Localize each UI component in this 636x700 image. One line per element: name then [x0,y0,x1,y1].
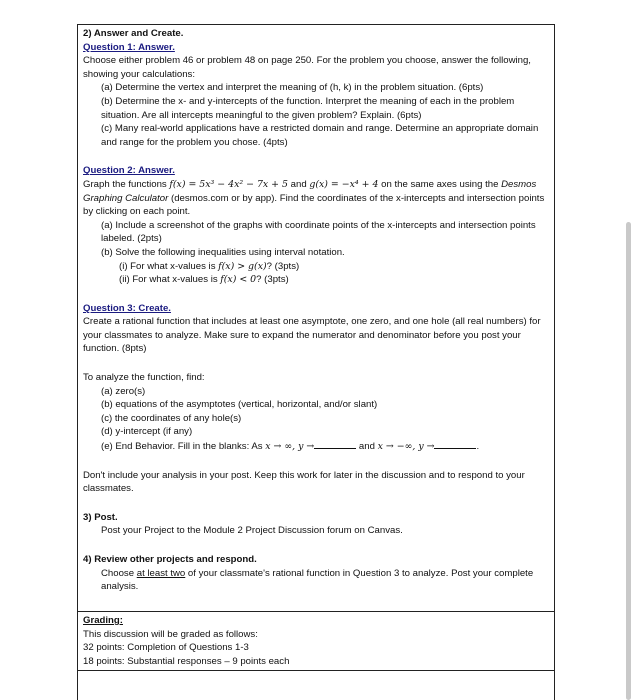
question-1-part-a: (a) Determine the vertex and interpret the meaning of (h, k) in the problem situation. (6pts) [101,82,484,94]
question-3-note: Don't include your analysis in your post. Keep this work for later in the discussion and to respond to your classmates. [83,469,525,495]
section-3-text: Post your Project to the Module 2 Project Discussion forum on Canvas. [101,525,403,537]
section-4-heading: 4) Review other projects and respond. [83,554,257,565]
question-1-title: Question 1: Answer. [83,41,175,53]
question-3-part-c: (c) the coordinates of any hole(s) [101,412,242,424]
section-3-heading: 3) Post. [83,511,118,523]
blank-line-2 [434,439,476,449]
question-3-part-e: (e) End Behavior. Fill in the blanks: As x → ∞, y → and x → −∞, y → . [101,441,480,453]
grading-box [77,611,555,671]
question-2-title: Question 2: Answer. [83,165,175,177]
question-1-part-b: (b) Determine the x- and y-intercepts of the function. Interpret the meaning of each in the problem situation. Are all intercepts meaningful to the given problem? Explain. (6pts) [101,95,515,121]
desmos-tool-name: Desmos Graphing Calculator [83,178,537,204]
question-1-part-c: (c) Many real-world applications have a restricted domain and range. Determine an appropriate domain and range for the problem you chose. (4pts) [101,123,539,148]
question-3-intro: Create a rational function that includes at least one asymptote, one zero, and one hole (all real numbers) for your classmates to analyze. Make sure to expand the numerator and denominator before you post your function. (8pts) [83,316,541,355]
question-2-intro: Graph the functions f(x) = 5x³ − 4x² − 7x + 5 and g(x) = −x⁴ + 4 on the same axes using the Desmos Graphing Calculator (desmos.com or by app). Find the coordinates of the x-intercepts and intersection points by clicking on each point. [83,178,545,218]
question-2-part-b: (b) Solve the following inequalities using interval notation. [101,246,345,258]
question-3-part-d: (d) y-intercept (if any) [101,426,193,438]
section-4-text: Choose at least two of your classmate's rational function in Question 3 to analyze. Post your complete analysis. [101,567,534,593]
question-1-intro: Choose either problem 46 or problem 48 on page 250. For the problem you choose, answer the following, showing your calculations: [83,55,531,80]
question-2-part-a: (a) Include a screenshot of the graphs with coordinate points of the x-intercepts and intersection points labeled. (2pts) [101,219,536,245]
grading-line-1: This discussion will be graded as follows: [83,628,258,640]
question-3-part-b: (b) equations of the asymptotes (vertical, horizontal, and/or slant) [101,399,378,411]
g-function: g(x) = −x⁴ + 4 [309,178,379,190]
section-2-heading: 2) Answer and Create. [83,28,184,39]
vertical-scrollbar[interactable] [626,222,631,700]
grading-title: Grading: [83,615,123,626]
blank-line-1 [314,439,356,449]
assignment-box [77,24,555,700]
question-2-part-b-ii: (ii) For what x-values is f(x) < 0? (3pts) [119,274,289,286]
question-2-part-b-i: (i) For what x-values is f(x) > g(x)? (3pts) [119,260,300,272]
question-3-title: Question 3: Create. [83,302,171,314]
grading-line-2: 32 points: Completion of Questions 1-3 [83,642,249,654]
grading-line-3: 18 points: Substantial responses – 9 points each [83,655,290,667]
question-3-part-a: (a) zero(s) [101,385,146,397]
question-3-analyze: To analyze the function, find: [83,372,205,384]
f-function: f(x) = 5x³ − 4x² − 7x + 5 [169,178,288,190]
